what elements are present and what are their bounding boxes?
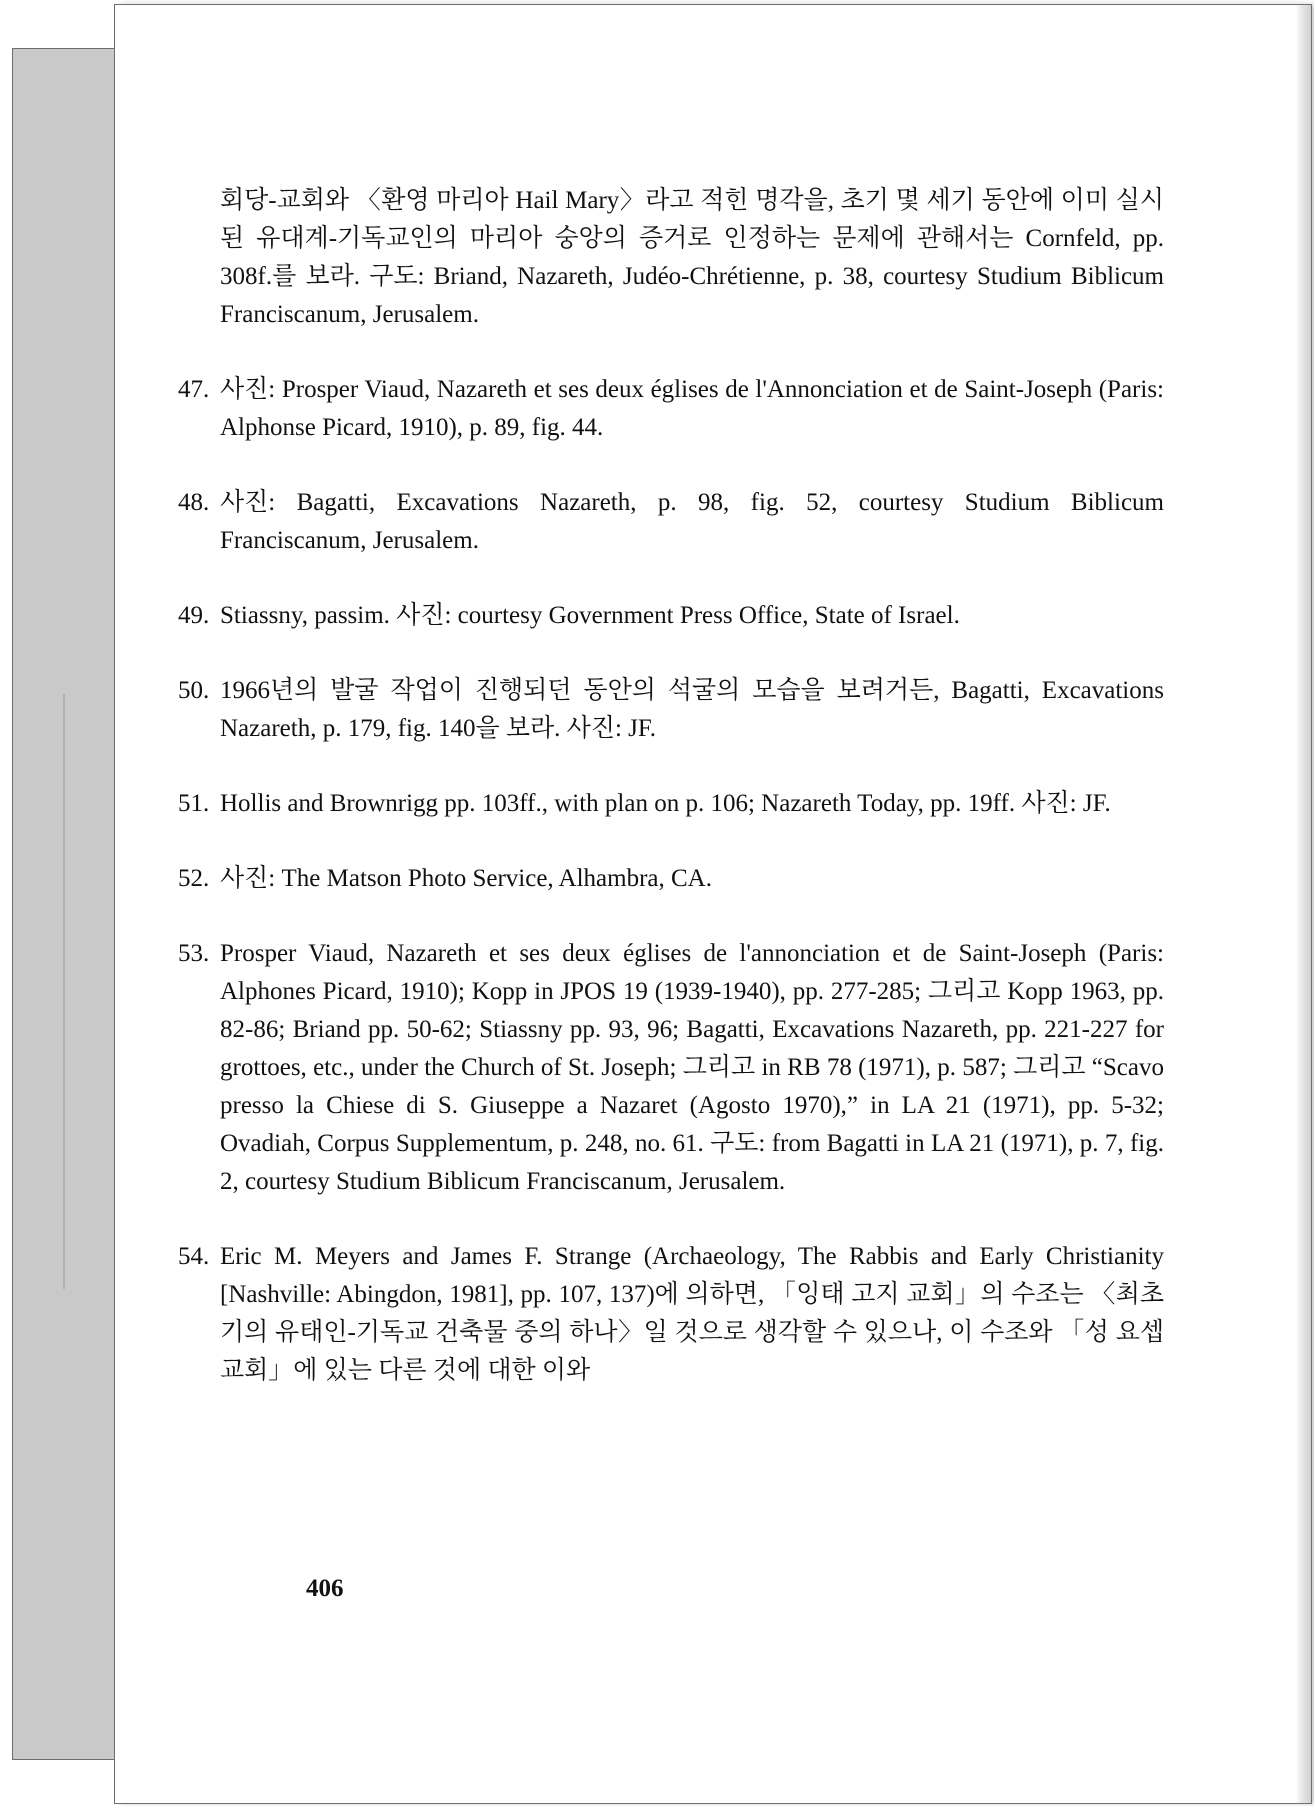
note-48 [178,484,1164,560]
note-52 [178,860,1164,898]
note-text: Stiassny, passim. 사진: courtesy Government Press Office, State of Israel. [220,602,960,629]
note-text: Eric M. Meyers and James F. Strange (Archaeology, The Rabbis and Early Christianity [Nashville: Abingdon, 1981], pp. 107, 137)에 의하면, 「잉태 고지 교회」의 수조는 〈최초기의 유태인-기독교 건축물 중의 하나〉일 것으로 생각할 수 있으나, 이 수조와 「성 요셉 교회」에 있는 다른 것에 대한 이와 [220,1243,1164,1384]
note-49 [178,597,1164,635]
note-number: 50. [178,677,210,704]
note-number: 54. [178,1243,210,1270]
note-text: Hollis and Brownrigg pp. 103ff., with plan on p. 106; Nazareth Today, pp. 19ff. 사진: JF. [220,790,1111,817]
note-50 [178,672,1164,748]
page-edge-shade [1297,5,1311,1803]
note-number: 53. [178,940,210,967]
spine-crease [63,694,65,1289]
note-53 [178,935,1164,1201]
note-number: 47. [178,376,210,403]
note-54 [178,1238,1164,1390]
note-continuation: 회당-교회와 〈환영 마리아 Hail Mary〉라고 적힌 명각을, 초기 몇 세기 동안에 이미 실시된 유대계-기독교인의 마리아 숭앙의 증거로 인정하는 문제에 관해서는 Cornfeld, pp. 308f.를 보라. 구도: Briand, Nazareth, Judéo-Chrétienne, p. 38, courtesy Studium Biblicum Franciscanum, Jerusalem. [220,187,1164,328]
note-text: 1966년의 발굴 작업이 진행되던 동안의 석굴의 모습을 보려거든, Bagatti, Excavations Nazareth, p. 179, fig. 140을 보라. 사진: JF. [220,677,1164,742]
note-51 [178,785,1164,823]
note-number: 48. [178,489,210,516]
note-text: 사진: Bagatti, Excavations Nazareth, p. 98, fig. 52, courtesy Studium Biblicum Franciscanum, Jerusalem. [220,489,1164,554]
note-text: 사진: The Matson Photo Service, Alhambra, CA. [220,865,712,892]
note-text: 사진: Prosper Viaud, Nazareth et ses deux églises de l'Annonciation et de Saint-Joseph (Paris: Alphonse Picard, 1910), p. 89, fig. 44. [220,376,1164,441]
note-number: 51. [178,790,210,817]
note-number: 49. [178,602,210,629]
book-spine [12,48,118,1760]
notes-section [178,182,1164,1427]
note-47 [178,371,1164,447]
note-text: Prosper Viaud, Nazareth et ses deux églises de l'annonciation et de Saint-Joseph (Paris: Alphones Picard, 1910); Kopp in JPOS 19 (1939-1940), pp. 277-285; 그리고 Kopp 1963, pp. 82-86; Briand pp. 50-62; Stiassny pp. 93, 96; Bagatti, Excavations Nazareth, pp. 221-227 for grottoes, etc., under the Church of St. Joseph; 그리고 in RB 78 (1971), p. 587; 그리고 “Scavo presso la Chiese di S. Giuseppe a Nazaret (Agosto 1970),” in LA 21 (1971), pp. 5-32; Ovadiah, Corpus Supplementum, p. 248, no. 61. 구도: from Bagatti in LA 21 (1971), p. 7, fig. 2, courtesy Studium Biblicum Franciscanum, Jerusalem. [220,940,1164,1195]
page-number: 406 [306,1575,344,1602]
note-number: 52. [178,865,210,892]
